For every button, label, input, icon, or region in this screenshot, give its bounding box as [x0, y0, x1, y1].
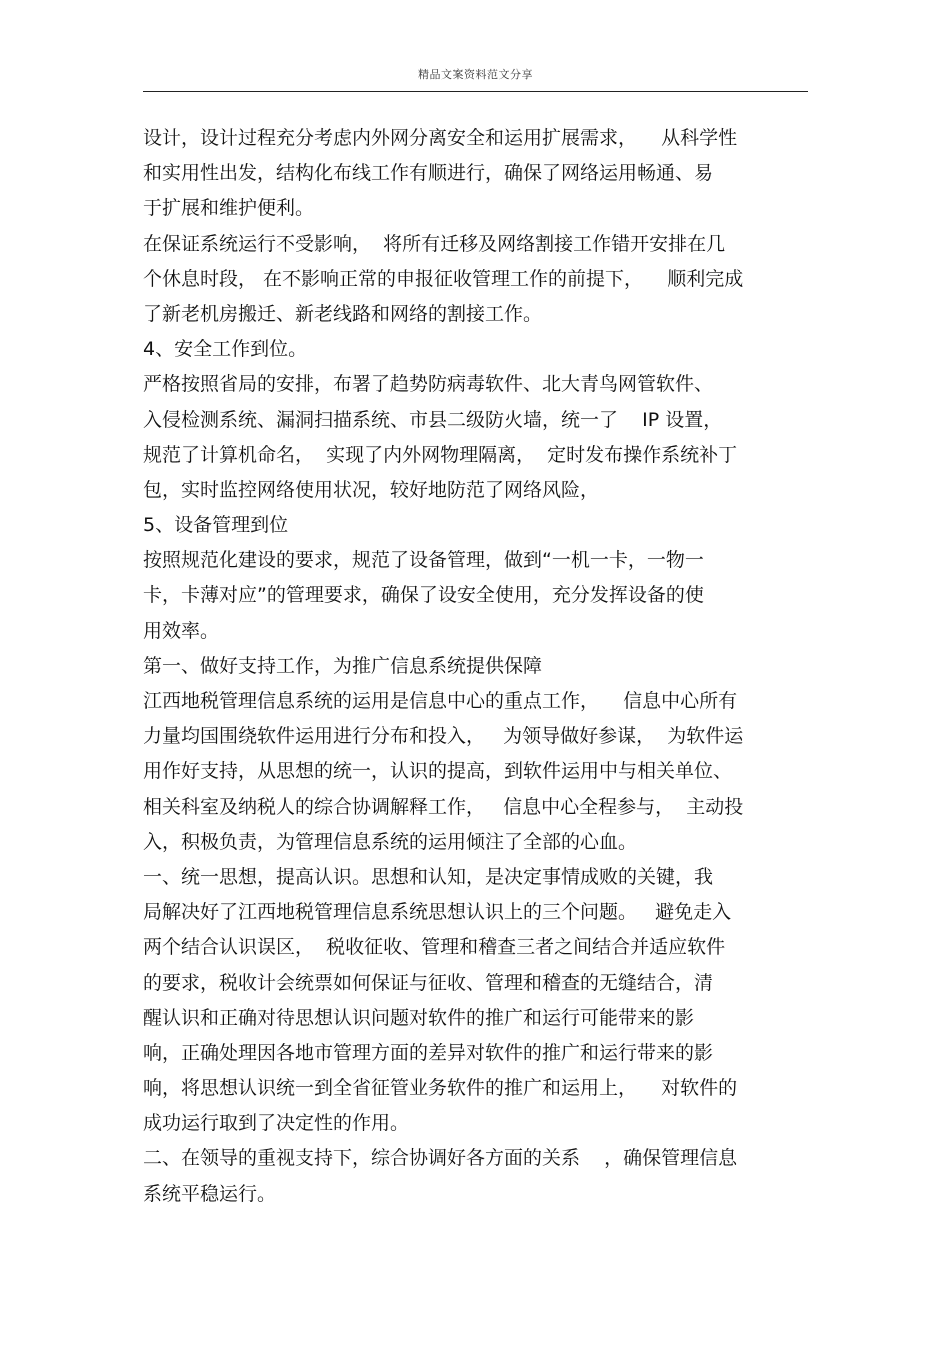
- text-line: 响，将思想认识统一到全省征管业务软件的推广和运用上， 对软件的: [143, 1077, 738, 1100]
- text-line: 严格按照省局的安排，布署了趋势防病毒软件、北大青鸟网管软件、: [143, 373, 714, 396]
- header-divider: [143, 91, 808, 92]
- text-line: 个休息时段， 在不影响正常的申报征收管理工作的前提下， 顺利完成: [143, 267, 744, 290]
- text-line: 江西地税管理信息系统的运用是信息中心的重点工作， 信息中心所有: [143, 690, 738, 712]
- page-header: 精品文案资料范文分享: [418, 68, 533, 81]
- text-line: 包，实时监控网络使用状况，较好地防范了网络风险，: [143, 478, 600, 501]
- text-line: 二、在领导的重视支持下，综合协调好各方面的关系 ，确保管理信息: [143, 1147, 738, 1170]
- text-line: 和实用性出发，结构化布线工作有顺进行，确保了网络运用畅通、易: [143, 162, 714, 185]
- text-line: 于扩展和维护便利。: [143, 197, 315, 220]
- text-line: 规范了计算机命名， 实现了内外网物理隔离， 定时发布操作系统补丁: [143, 443, 738, 466]
- text-line: 一、统一思想，提高认识。思想和认知，是决定事情成败的关键，我: [143, 865, 714, 888]
- text-line: 了新老机房搬迁、新老线路和网络的割接工作。: [143, 302, 543, 325]
- text-line: 在保证系统运行不受影响， 将所有迁移及网络割接工作错开安排在几: [143, 232, 726, 255]
- text-line: 相关科室及纳税人的综合协调解释工作， 信息中心全程参与， 主动投: [143, 795, 744, 818]
- text-line: 醒认识和正确对待思想认识问题对软件的推广和运行可能带来的影: [143, 1006, 695, 1029]
- text-line: 成功运行取到了决定性的作用。: [143, 1112, 410, 1135]
- text-line: 响，正确处理因各地市管理方面的差异对软件的推广和运行带来的影: [143, 1041, 714, 1064]
- section-heading: 第一、做好支持工作，为推广信息系统提供保障: [143, 654, 543, 677]
- text-line: 卡，卡薄对应”的管理要求，确保了设安全使用，充分发挥设备的使: [143, 584, 704, 607]
- text-line: 力量均国围绕软件运用进行分布和投入， 为领导做好参谋， 为软件运: [143, 725, 744, 748]
- section-heading: 5、设备管理到位: [143, 514, 289, 537]
- text-line: 入侵检测系统、漏洞扫描系统、市县二级防火墙，统一了 IP 设置，: [143, 408, 723, 431]
- document-body: [143, 121, 813, 1212]
- text-line: 局解决好了江西地税管理信息系统思想认识上的三个问题。 避免走入: [143, 901, 732, 924]
- text-line: 按照规范化建设的要求，规范了设备管理，做到“一机一卡，一物一: [143, 549, 704, 572]
- text-line: 用作好支持，从思想的统一，认识的提高，到软件运用中与相关单位、: [143, 760, 733, 783]
- text-line: 系统平稳运行。: [143, 1182, 277, 1205]
- section-heading: 4、安全工作到位。: [143, 338, 308, 361]
- text-line: 的要求，税收计会统票如何保证与征收、管理和稽查的无缝结合，清: [143, 971, 714, 994]
- text-line: 入，积极负责，为管理信息系统的运用倾注了全部的心血。: [143, 830, 638, 853]
- text-line: 设计，设计过程充分考虑内外网分离安全和运用扩展需求， 从科学性: [143, 127, 738, 149]
- text-line: 两个结合认识误区， 税收征收、管理和稽查三者之间结合并适应软件: [143, 936, 726, 959]
- text-line: 用效率。: [143, 619, 220, 642]
